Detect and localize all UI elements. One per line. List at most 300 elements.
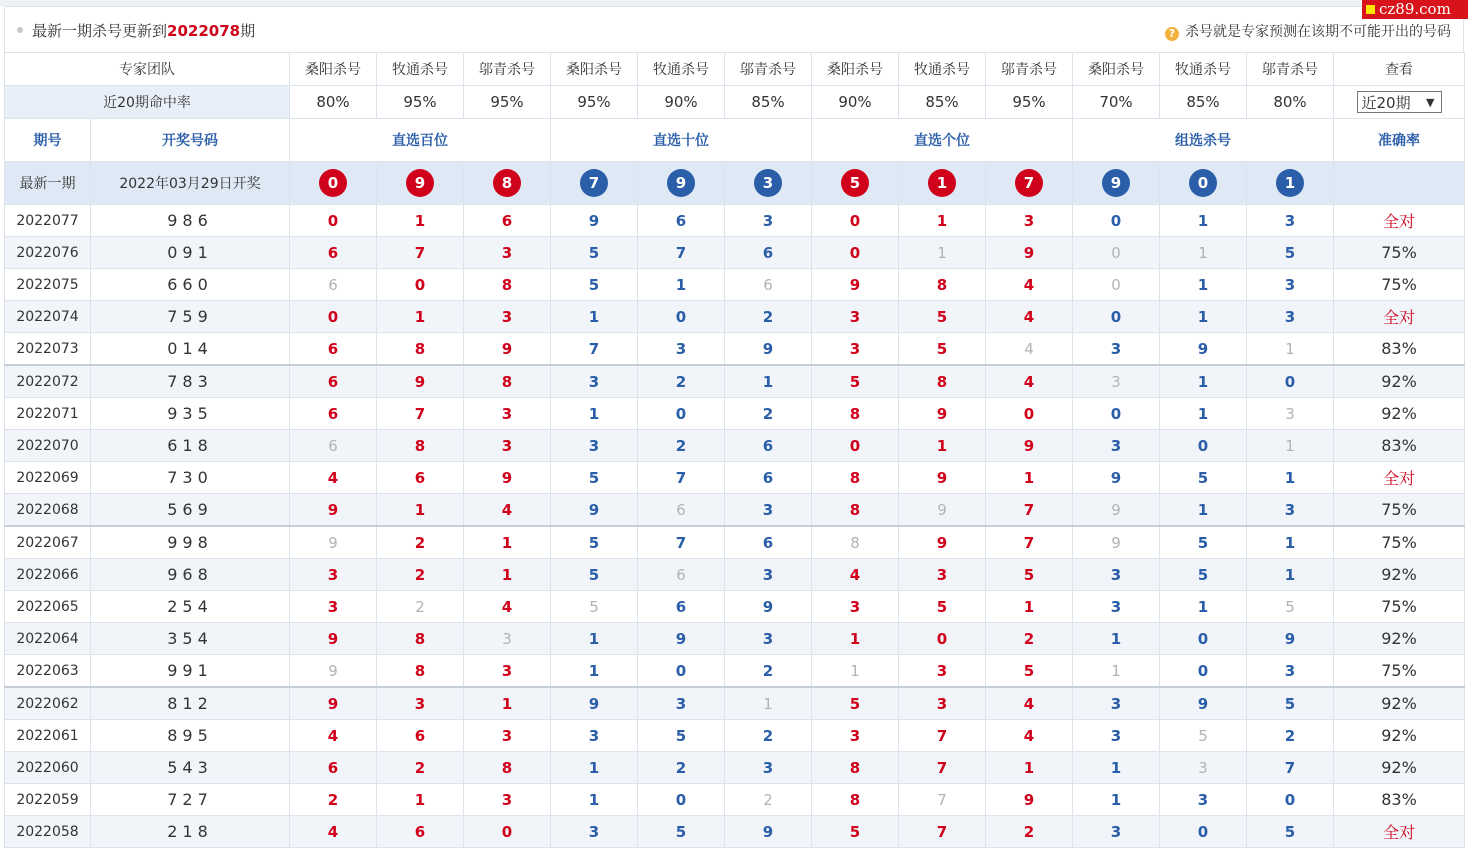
kill-number-cell: 3	[464, 398, 551, 430]
kill-number-cell: 3	[1247, 655, 1334, 688]
latest-ball-cell	[551, 162, 638, 205]
kill-number-cell: 1	[377, 784, 464, 816]
kill-number-cell: 4	[986, 687, 1073, 720]
accuracy-cell: 75%	[1334, 526, 1465, 559]
period-cell: 2022060	[5, 752, 91, 784]
kill-number-cell: 9	[551, 494, 638, 527]
kill-number-cell: 6	[725, 526, 812, 559]
number-ball: 0	[1189, 169, 1217, 197]
hit-rate: 95%	[551, 86, 638, 119]
logo-text: cz89.com	[1379, 0, 1451, 18]
kill-number-cell: 3	[464, 784, 551, 816]
number-ball: 9	[667, 169, 695, 197]
kill-number-cell: 9	[1160, 687, 1247, 720]
kill-number-cell: 6	[377, 816, 464, 848]
table-row	[5, 752, 1465, 784]
kill-number-cell: 3	[812, 591, 899, 623]
kill-number-cell: 9	[464, 462, 551, 494]
kill-number-cell: 3	[986, 205, 1073, 237]
draw-numbers-cell: 991	[91, 655, 290, 688]
hit-rate: 95%	[464, 86, 551, 119]
expert-name: 邬青杀号	[986, 53, 1073, 86]
hit-rate: 85%	[725, 86, 812, 119]
table-row	[5, 591, 1465, 623]
kill-number-cell: 9	[725, 591, 812, 623]
kill-number-cell: 6	[290, 237, 377, 269]
kill-number-cell: 7	[899, 816, 986, 848]
kill-number-cell: 3	[725, 494, 812, 527]
kill-number-cell: 1	[986, 462, 1073, 494]
title-bar	[4, 6, 1464, 52]
kill-number-cell: 3	[464, 720, 551, 752]
kill-number-cell: 2	[377, 752, 464, 784]
kill-number-cell: 5	[899, 333, 986, 366]
kill-number-cell: 3	[1073, 591, 1160, 623]
kill-number-cell: 3	[1073, 333, 1160, 366]
hundreds-header: 直选百位	[290, 119, 551, 162]
kill-number-cell: 1	[1247, 430, 1334, 462]
kill-number-cell: 0	[638, 655, 725, 688]
number-ball: 9	[406, 169, 434, 197]
kill-number-cell: 6	[290, 430, 377, 462]
kill-number-cell: 1	[899, 430, 986, 462]
draw-numbers-cell: 812	[91, 687, 290, 720]
kill-number-cell: 6	[290, 333, 377, 366]
site-logo[interactable]	[1362, 0, 1468, 19]
dropdown-arrow-icon: ▼	[1426, 96, 1435, 109]
table-row	[5, 430, 1465, 462]
kill-number-cell: 4	[986, 269, 1073, 301]
table-row	[5, 687, 1465, 720]
hit-rate: 85%	[1160, 86, 1247, 119]
kill-number-cell: 4	[290, 462, 377, 494]
kill-number-cell: 1	[551, 301, 638, 333]
table-row	[5, 623, 1465, 655]
hit-rate: 90%	[638, 86, 725, 119]
table-row	[5, 720, 1465, 752]
kill-number-cell: 9	[1073, 462, 1160, 494]
kill-number-cell: 9	[899, 526, 986, 559]
kill-number-cell: 6	[638, 591, 725, 623]
latest-ball-cell	[464, 162, 551, 205]
kill-number-cell: 6	[290, 365, 377, 398]
kill-number-cell: 8	[812, 526, 899, 559]
period-cell: 2022077	[5, 205, 91, 237]
number-ball: 8	[493, 169, 521, 197]
kill-number-cell: 3	[725, 623, 812, 655]
latest-accuracy-cell	[1334, 162, 1465, 205]
draw-numbers-cell: 895	[91, 720, 290, 752]
kill-number-cell: 3	[1073, 365, 1160, 398]
kill-number-cell: 8	[812, 494, 899, 527]
hint-label: 杀号就是专家预测在该期不可能开出的号码	[1185, 24, 1451, 40]
kill-number-cell: 8	[812, 398, 899, 430]
number-ball: 1	[1276, 169, 1304, 197]
kill-number-cell: 5	[551, 462, 638, 494]
kill-number-cell: 5	[1247, 687, 1334, 720]
kill-number-cell: 1	[1160, 365, 1247, 398]
kill-number-cell: 9	[464, 333, 551, 366]
kill-number-cell: 3	[899, 687, 986, 720]
kill-number-cell: 1	[551, 398, 638, 430]
draw-numbers-cell: 730	[91, 462, 290, 494]
kill-number-cell: 2	[638, 752, 725, 784]
period-cell: 2022074	[5, 301, 91, 333]
kill-number-cell: 3	[464, 237, 551, 269]
tens-header: 直选十位	[551, 119, 812, 162]
kill-number-cell: 1	[725, 365, 812, 398]
kill-number-cell: 5	[1160, 526, 1247, 559]
period-header: 期号	[5, 119, 91, 162]
kill-number-cell: 8	[812, 462, 899, 494]
kill-number-cell: 3	[1247, 398, 1334, 430]
table-row	[5, 398, 1465, 430]
expert-name: 邬青杀号	[1247, 53, 1334, 86]
kill-number-cell: 0	[638, 784, 725, 816]
kill-number-cell: 7	[638, 462, 725, 494]
kill-number-cell: 1	[377, 205, 464, 237]
draw-numbers-cell: 618	[91, 430, 290, 462]
kill-number-cell: 1	[1073, 623, 1160, 655]
kill-number-cell: 8	[377, 623, 464, 655]
expert-row	[5, 53, 1465, 86]
period-cell: 2022065	[5, 591, 91, 623]
accuracy-cell: 92%	[1334, 752, 1465, 784]
draw-numbers-cell: 354	[91, 623, 290, 655]
accuracy-cell: 全对	[1334, 462, 1465, 494]
kill-number-cell: 0	[290, 301, 377, 333]
kill-number-cell: 3	[1073, 720, 1160, 752]
kill-number-cell: 3	[1073, 687, 1160, 720]
kill-number-cell: 4	[986, 720, 1073, 752]
kill-number-cell: 6	[638, 559, 725, 591]
kill-number-cell: 0	[638, 301, 725, 333]
kill-number-cell: 1	[899, 237, 986, 269]
logo-square-icon	[1366, 5, 1375, 14]
draw-numbers-cell: 569	[91, 494, 290, 527]
kill-number-cell: 3	[899, 559, 986, 591]
kill-number-cell: 9	[638, 623, 725, 655]
kill-number-cell: 3	[464, 623, 551, 655]
kill-number-cell: 0	[1073, 301, 1160, 333]
kill-number-cell: 9	[986, 784, 1073, 816]
kill-number-cell: 2	[725, 301, 812, 333]
kill-number-cell: 1	[986, 752, 1073, 784]
hit-rate: 80%	[1247, 86, 1334, 119]
period-cell: 2022073	[5, 333, 91, 366]
kill-number-cell: 1	[464, 559, 551, 591]
kill-number-cell: 8	[812, 752, 899, 784]
kill-number-cell: 1	[1160, 269, 1247, 301]
period-cell: 2022067	[5, 526, 91, 559]
expert-name: 牧通杀号	[638, 53, 725, 86]
period-select[interactable]	[1357, 91, 1442, 113]
kill-number-cell: 0	[1073, 205, 1160, 237]
kill-number-cell: 0	[986, 398, 1073, 430]
kill-number-cell: 9	[1247, 623, 1334, 655]
kill-number-cell: 0	[1160, 430, 1247, 462]
latest-ball-cell	[1247, 162, 1334, 205]
kill-number-cell: 2	[725, 655, 812, 688]
kill-number-cell: 7	[986, 494, 1073, 527]
kill-number-cell: 1	[464, 687, 551, 720]
kill-number-cell: 1	[725, 687, 812, 720]
kill-number-cell: 3	[464, 301, 551, 333]
table-row	[5, 205, 1465, 237]
expert-team-label: 专家团队	[5, 53, 290, 86]
kill-number-cell: 9	[899, 398, 986, 430]
kill-number-cell: 2	[290, 784, 377, 816]
kill-number-cell: 3	[812, 333, 899, 366]
kill-number-cell: 5	[1247, 816, 1334, 848]
expert-name: 邬青杀号	[464, 53, 551, 86]
draw-numbers-cell: 727	[91, 784, 290, 816]
kill-number-cell: 1	[986, 591, 1073, 623]
kill-number-cell: 5	[551, 526, 638, 559]
draw-numbers-cell: 254	[91, 591, 290, 623]
kill-number-cell: 3	[1073, 559, 1160, 591]
kill-number-cell: 1	[1247, 333, 1334, 366]
period-cell: 2022068	[5, 494, 91, 527]
expert-name: 牧通杀号	[377, 53, 464, 86]
accuracy-cell: 75%	[1334, 237, 1465, 269]
kill-number-cell: 3	[638, 687, 725, 720]
accuracy-cell: 92%	[1334, 398, 1465, 430]
hit-rate: 90%	[812, 86, 899, 119]
column-header-row	[5, 119, 1465, 162]
kill-number-cell: 9	[725, 816, 812, 848]
kill-number-cell: 8	[899, 269, 986, 301]
kill-number-cell: 6	[377, 720, 464, 752]
period-cell: 2022063	[5, 655, 91, 688]
accuracy-cell: 75%	[1334, 591, 1465, 623]
accuracy-cell: 92%	[1334, 623, 1465, 655]
kill-number-cell: 1	[551, 784, 638, 816]
expert-name: 桑阳杀号	[1073, 53, 1160, 86]
table-row	[5, 816, 1465, 848]
table-row	[5, 655, 1465, 688]
kill-number-cell: 0	[1073, 237, 1160, 269]
accuracy-cell: 全对	[1334, 301, 1465, 333]
kill-number-cell: 7	[551, 333, 638, 366]
accuracy-cell: 92%	[1334, 720, 1465, 752]
kill-number-cell: 3	[1160, 784, 1247, 816]
kill-number-cell: 3	[725, 205, 812, 237]
draw-numbers-cell: 968	[91, 559, 290, 591]
table-row	[5, 462, 1465, 494]
kill-number-cell: 5	[812, 365, 899, 398]
accuracy-cell: 92%	[1334, 559, 1465, 591]
kill-number-cell: 9	[551, 205, 638, 237]
period-cell: 2022058	[5, 816, 91, 848]
kill-number-cell: 5	[551, 591, 638, 623]
kill-number-cell: 5	[899, 301, 986, 333]
kill-number-cell: 6	[725, 462, 812, 494]
period-cell: 2022062	[5, 687, 91, 720]
kill-number-cell: 1	[1160, 301, 1247, 333]
group-header: 组选杀号	[1073, 119, 1334, 162]
kill-number-cell: 6	[725, 269, 812, 301]
expert-name: 桑阳杀号	[551, 53, 638, 86]
expert-name: 牧通杀号	[1160, 53, 1247, 86]
period-cell: 2022066	[5, 559, 91, 591]
accuracy-cell: 75%	[1334, 269, 1465, 301]
kill-number-cell: 3	[377, 687, 464, 720]
table-row	[5, 269, 1465, 301]
kill-number-cell: 5	[638, 720, 725, 752]
kill-number-cell: 5	[551, 559, 638, 591]
kill-number-cell: 8	[377, 430, 464, 462]
kill-number-cell: 6	[290, 269, 377, 301]
kill-number-cell: 2	[377, 526, 464, 559]
latest-ball-cell	[986, 162, 1073, 205]
kill-number-cell: 3	[1073, 816, 1160, 848]
kill-number-cell: 4	[986, 333, 1073, 366]
table-row	[5, 237, 1465, 269]
kill-number-cell: 4	[986, 365, 1073, 398]
kill-number-cell: 6	[290, 752, 377, 784]
kill-number-cell: 3	[725, 752, 812, 784]
accuracy-cell: 92%	[1334, 687, 1465, 720]
kill-number-cell: 2	[986, 816, 1073, 848]
kill-number-cell: 2	[725, 398, 812, 430]
kill-number-cell: 9	[1160, 333, 1247, 366]
table-row	[5, 784, 1465, 816]
number-ball: 7	[1015, 169, 1043, 197]
latest-issue: 2022078	[167, 22, 241, 40]
kill-number-cell: 1	[1247, 559, 1334, 591]
draw-numbers-cell: 091	[91, 237, 290, 269]
period-cell: 2022059	[5, 784, 91, 816]
kill-number-cell: 0	[638, 398, 725, 430]
kill-number-cell: 6	[638, 494, 725, 527]
expert-name: 桑阳杀号	[290, 53, 377, 86]
kill-number-cell: 9	[290, 687, 377, 720]
kill-number-cell: 1	[377, 301, 464, 333]
kill-number-cell: 4	[812, 559, 899, 591]
period-cell: 2022071	[5, 398, 91, 430]
kill-number-cell: 6	[638, 205, 725, 237]
period-cell: 2022072	[5, 365, 91, 398]
latest-ball-cell	[899, 162, 986, 205]
kill-number-cell: 1	[638, 269, 725, 301]
kill-number-cell: 1	[1160, 205, 1247, 237]
kill-number-cell: 6	[725, 430, 812, 462]
kill-number-cell: 8	[899, 365, 986, 398]
kill-number-cell: 2	[377, 559, 464, 591]
hit-rate: 95%	[986, 86, 1073, 119]
kill-number-cell: 5	[812, 816, 899, 848]
draw-numbers-cell: 218	[91, 816, 290, 848]
accuracy-cell: 83%	[1334, 430, 1465, 462]
kill-number-cell: 4	[290, 720, 377, 752]
kill-number-cell: 1	[899, 205, 986, 237]
kill-number-cell: 3	[464, 655, 551, 688]
kill-number-cell: 0	[377, 269, 464, 301]
hit-rate: 85%	[899, 86, 986, 119]
draw-numbers-cell: 935	[91, 398, 290, 430]
kill-number-cell: 1	[464, 526, 551, 559]
kill-number-cell: 5	[986, 559, 1073, 591]
kill-number-cell: 0	[899, 623, 986, 655]
latest-ball-cell	[725, 162, 812, 205]
kill-number-cell: 9	[290, 526, 377, 559]
kill-number-cell: 3	[551, 365, 638, 398]
kill-number-cell: 0	[1073, 398, 1160, 430]
draw-numbers-cell: 014	[91, 333, 290, 366]
latest-label: 最新一期	[5, 162, 91, 205]
hit-rate: 95%	[377, 86, 464, 119]
kill-number-cell: 2	[725, 720, 812, 752]
number-ball: 3	[754, 169, 782, 197]
kill-number-cell: 5	[638, 816, 725, 848]
draw-numbers-cell: 660	[91, 269, 290, 301]
kill-number-cell: 3	[1073, 430, 1160, 462]
kill-number-cell: 9	[986, 430, 1073, 462]
period-cell: 2022069	[5, 462, 91, 494]
kill-number-cell: 2	[1247, 720, 1334, 752]
hit-rate: 70%	[1073, 86, 1160, 119]
period-cell: 2022070	[5, 430, 91, 462]
number-ball: 1	[928, 169, 956, 197]
kill-number-cell: 7	[899, 784, 986, 816]
kill-number-cell: 2	[638, 430, 725, 462]
kill-number-cell: 5	[899, 591, 986, 623]
title-prefix: 最新一期杀号更新到	[32, 22, 168, 40]
kill-number-cell: 9	[1073, 526, 1160, 559]
kill-number-cell: 8	[377, 655, 464, 688]
kill-number-cell: 4	[464, 591, 551, 623]
hint-text	[1165, 21, 1451, 41]
table-row	[5, 526, 1465, 559]
kill-number-cell: 0	[1160, 623, 1247, 655]
number-ball: 7	[580, 169, 608, 197]
kill-number-cell: 6	[725, 237, 812, 269]
hit-rate: 80%	[290, 86, 377, 119]
kill-number-cell: 4	[464, 494, 551, 527]
expert-name: 邬青杀号	[725, 53, 812, 86]
kill-number-cell: 0	[464, 816, 551, 848]
kill-number-cell: 2	[725, 784, 812, 816]
kill-number-cell: 3	[290, 559, 377, 591]
kill-number-cell: 1	[1247, 526, 1334, 559]
period-cell: 2022061	[5, 720, 91, 752]
kill-number-cell: 5	[1160, 462, 1247, 494]
period-select-cell	[1334, 86, 1465, 119]
kill-number-cell: 2	[638, 365, 725, 398]
latest-ball-cell	[1160, 162, 1247, 205]
latest-date: 2022年03月29日开奖	[91, 162, 290, 205]
hit-rate-label: 近20期命中率	[5, 86, 290, 119]
table-row	[5, 559, 1465, 591]
kill-number-cell: 6	[290, 398, 377, 430]
number-ball: 9	[1102, 169, 1130, 197]
kill-number-cell: 9	[1073, 494, 1160, 527]
kill-number-cell: 3	[1160, 752, 1247, 784]
draw-numbers-cell: 783	[91, 365, 290, 398]
kill-number-cell: 3	[551, 430, 638, 462]
kill-number-cell: 5	[551, 269, 638, 301]
kill-number-cell: 8	[377, 333, 464, 366]
kill-number-cell: 3	[725, 559, 812, 591]
kill-number-cell: 7	[638, 237, 725, 269]
kill-number-cell: 3	[551, 816, 638, 848]
kill-number-cell: 0	[1073, 269, 1160, 301]
kill-number-cell: 5	[551, 237, 638, 269]
kill-number-cell: 8	[464, 752, 551, 784]
kill-number-cell: 8	[812, 784, 899, 816]
kill-number-cell: 1	[1073, 655, 1160, 688]
